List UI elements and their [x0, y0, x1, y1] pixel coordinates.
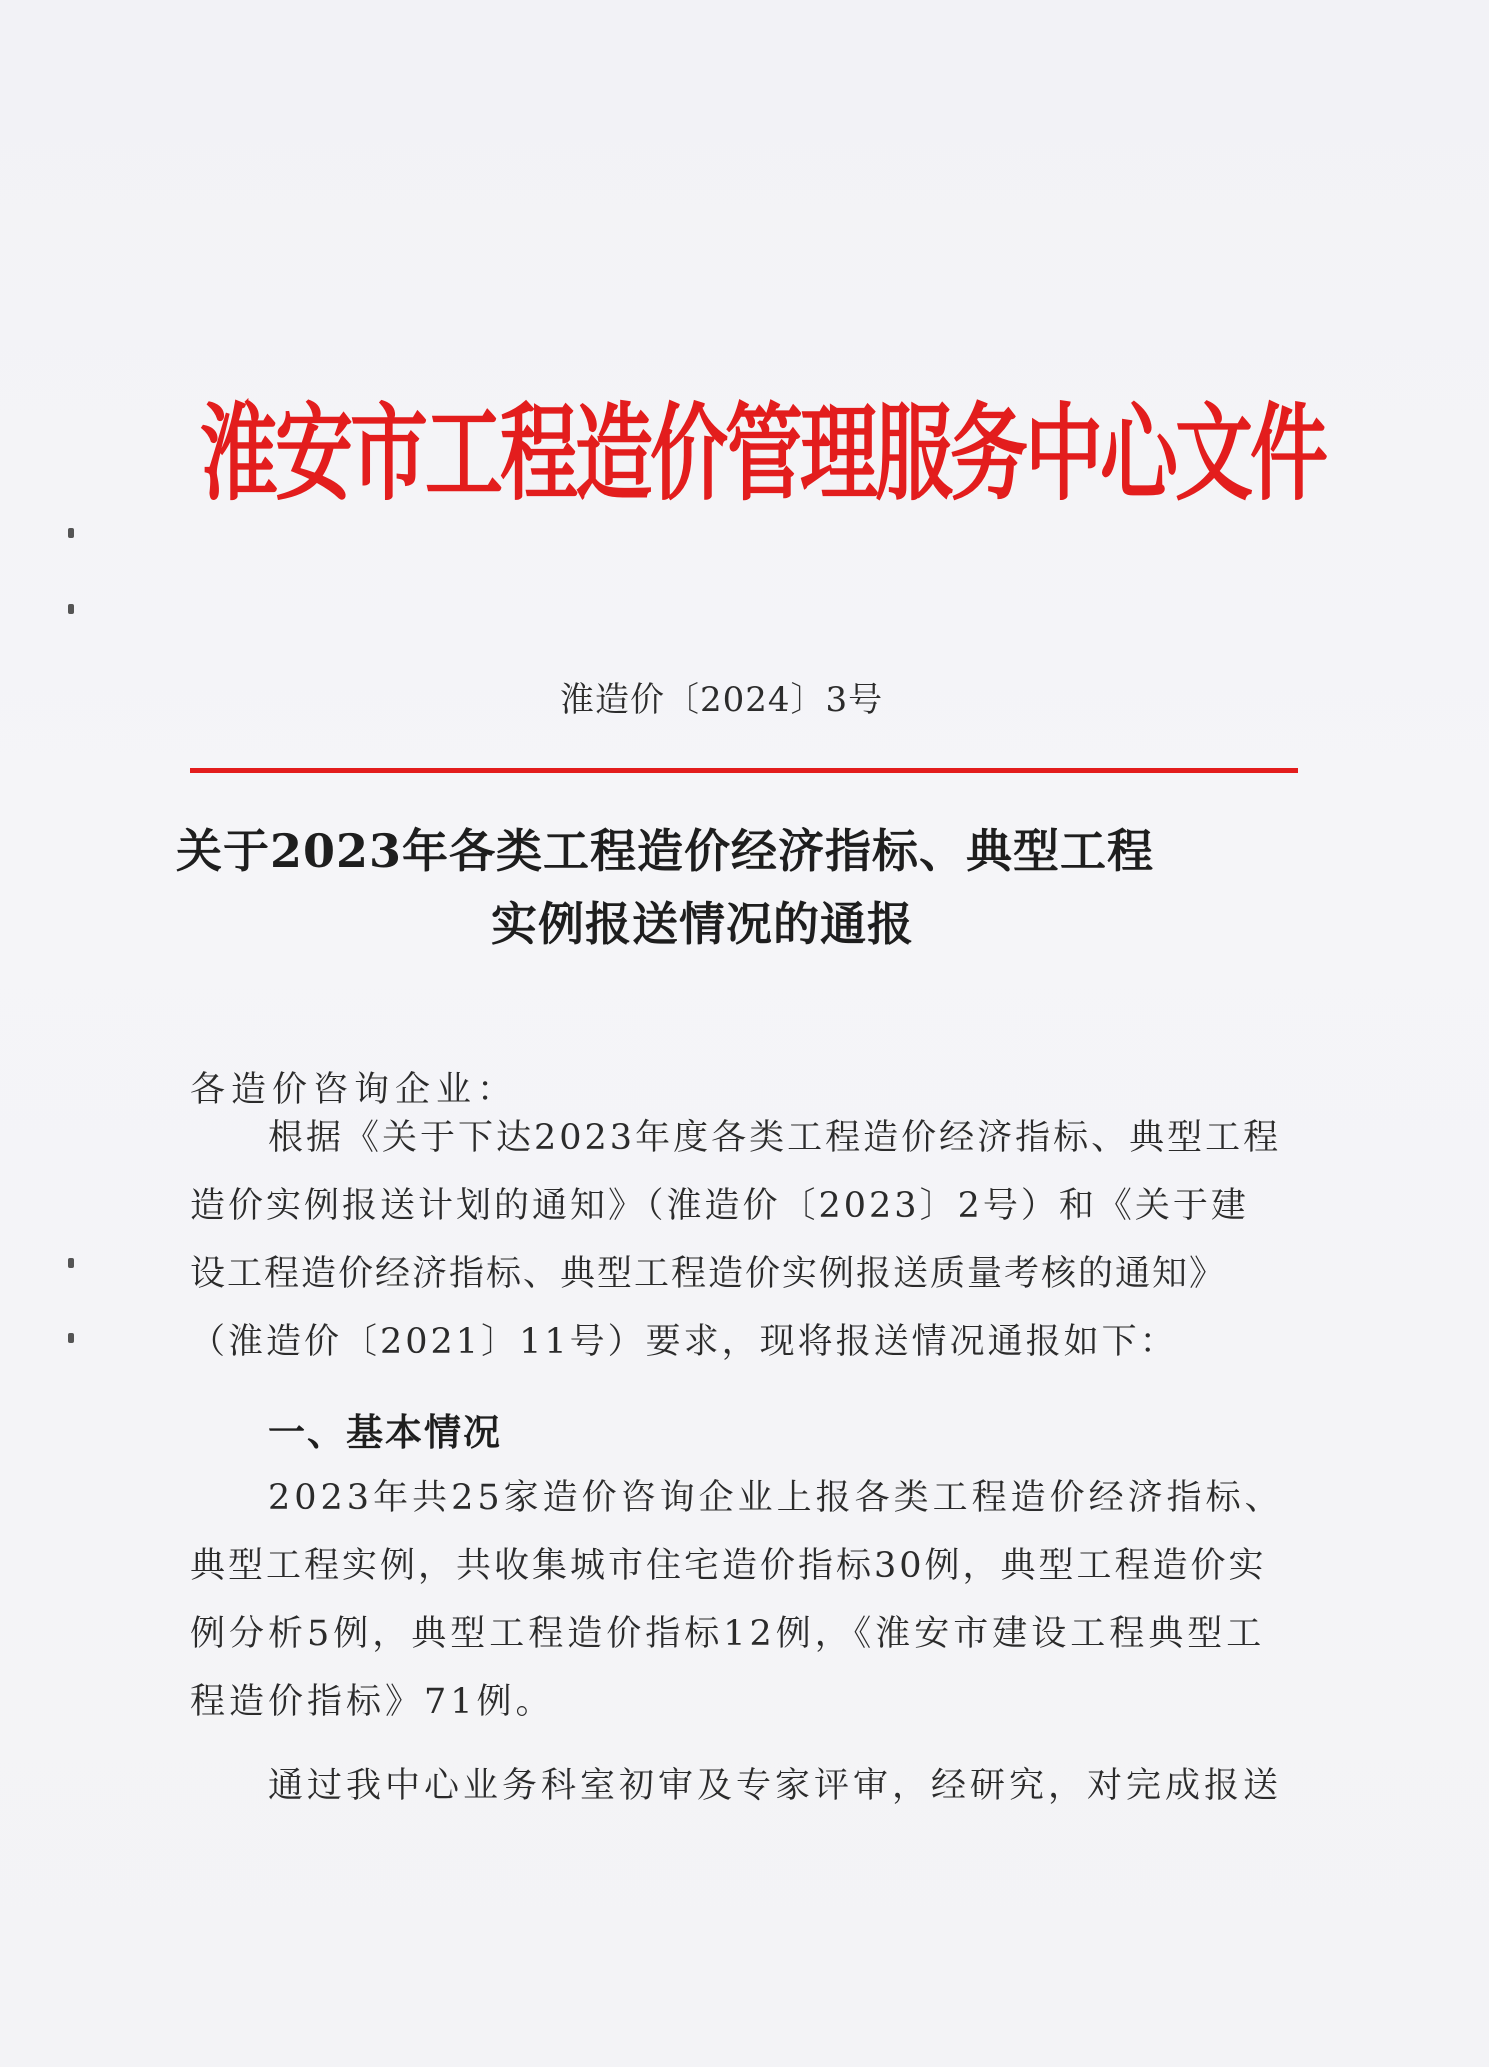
paragraph-line: 2023年共25家造价咨询企业上报各类工程造价经济指标、: [268, 1478, 1284, 1518]
margin-binding-mark: [68, 604, 74, 614]
paragraph-line: （淮造价〔2021〕11号）要求，现将报送情况通报如下：: [190, 1322, 1178, 1362]
notice-title-line-1: 关于2023年各类工程造价经济指标、典型工程: [176, 824, 1155, 878]
paragraph-line: 根据《关于下达2023年度各类工程造价经济指标、典型工程: [268, 1118, 1282, 1158]
paragraph-line: 通过我中心业务科室初审及专家评审，经研究，对完成报送: [268, 1766, 1283, 1806]
notice-title-line-2: 实例报送情况的通报: [491, 897, 914, 951]
salutation: 各造价咨询企业：: [190, 1070, 519, 1110]
margin-binding-mark: [68, 1258, 74, 1268]
paragraph-line: 设工程造价经济指标、典型工程造价实例报送质量考核的通知》: [190, 1254, 1227, 1294]
paragraph-line: 程造价指标》71例。: [190, 1682, 555, 1722]
document-header-title: 淮安市工程造价管理服务中心文件: [200, 394, 1326, 516]
section-heading: 一、基本情况: [268, 1410, 502, 1454]
margin-binding-mark: [68, 528, 74, 538]
paragraph-line: 典型工程实例，共收集城市住宅造价指标30例，典型工程造价实: [190, 1546, 1267, 1586]
margin-binding-mark: [68, 1333, 74, 1343]
red-divider-line: [190, 768, 1298, 773]
paragraph-line: 例分析5例，典型工程造价指标12例，《淮安市建设工程典型工: [190, 1614, 1266, 1654]
paragraph-line: 造价实例报送计划的通知》（淮造价〔2023〕2号）和《关于建: [190, 1186, 1249, 1226]
document-number: 淮造价〔2024〕3号: [560, 680, 884, 720]
